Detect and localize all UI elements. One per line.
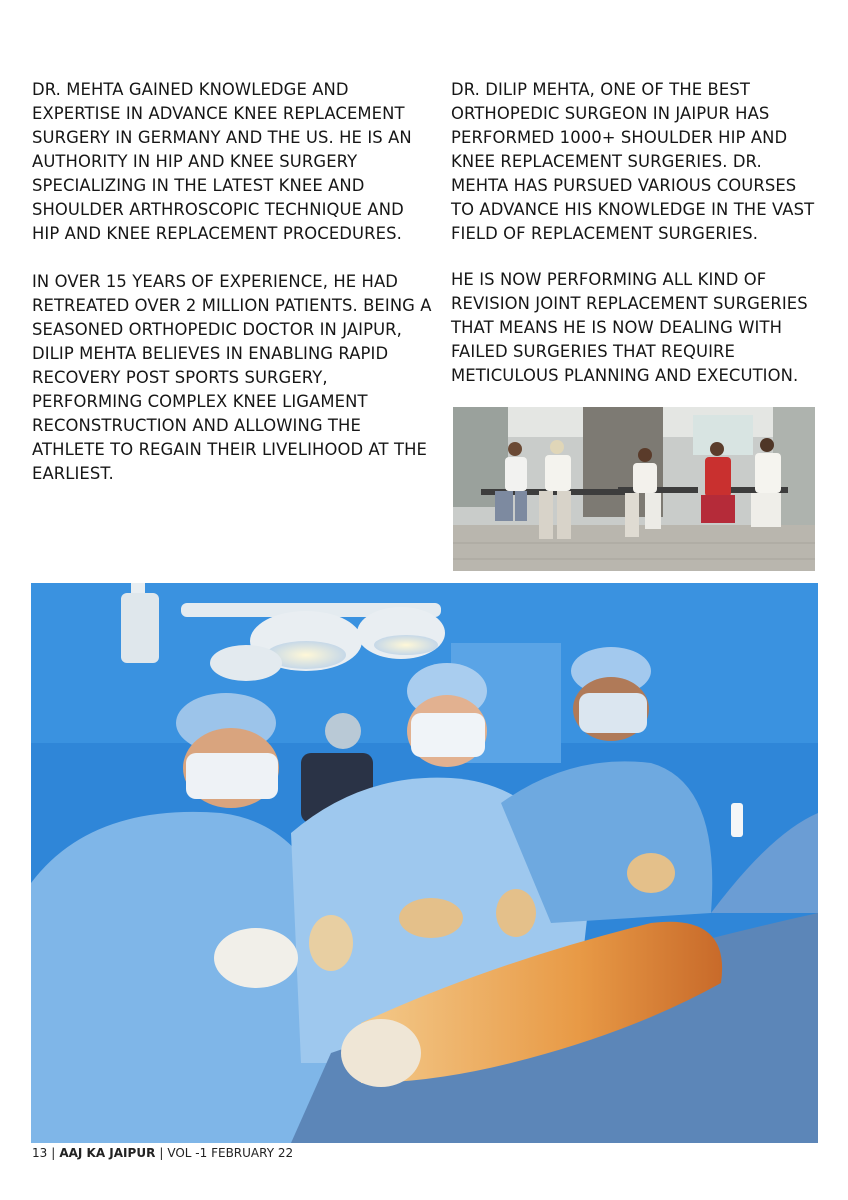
surgery-photo xyxy=(31,583,818,1143)
footer-divider: | xyxy=(159,1146,164,1160)
left-paragraph-1: DR. MEHTA GAINED KNOWLEDGE AND EXPERTISE IN ADVANCE KNEE REPLACEMENT SURGERY IN GERMANY AND THE US. HE IS AN AUTHORITY IN HIP AND KNEE SURGERY SPECIALIZING IN THE LATEST KNEE AND SHOULDER ARTHROSCOPIC TECHNIQUE AND HIP AND KNEE REPLACEMENT PROCEDURES. xyxy=(32,80,412,243)
right-paragraph-2: HE IS NOW PERFORMING ALL KIND OF REVISION JOINT REPLACEMENT SURGERIES THAT MEANS HE IS NOW DEALING WITH FAILED SURGERIES THAT REQUIRE METICULOUS PLANNING AND EXECUTION. xyxy=(451,270,808,385)
right-column xyxy=(451,78,823,388)
left-column xyxy=(32,78,432,486)
page-number: 13 xyxy=(32,1146,48,1160)
issue-info: VOL -1 FEBRUARY 22 xyxy=(167,1146,294,1160)
patients-photo xyxy=(453,407,815,571)
page-footer xyxy=(32,1145,293,1161)
magazine-name: AAJ KA JAIPUR xyxy=(59,1146,156,1160)
left-paragraph-2: IN OVER 15 YEARS OF EXPERIENCE, HE HAD RETREATED OVER 2 MILLION PATIENTS. BEING A SEASONED ORTHOPEDIC DOCTOR IN JAIPUR, DILIP MEHTA BELIEVES IN ENABLING RAPID RECOVERY POST SPORTS SURGERY, PERFORMING COMPLEX KNEE LIGAMENT RECONSTRUCTION AND ALLOWING THE ATHLETE TO REGAIN THEIR LIVELIHOOD AT THE EARLIEST. xyxy=(32,272,432,483)
right-paragraph-1: DR. DILIP MEHTA, ONE OF THE BEST ORTHOPEDIC SURGEON IN JAIPUR HAS PERFORMED 1000+ SHOULDER HIP AND KNEE REPLACEMENT SURGERIES. DR. MEHTA HAS PURSUED VARIOUS COURSES TO ADVANCE HIS KNOWLEDGE IN THE VAST FIELD OF REPLACEMENT SURGERIES. xyxy=(451,80,815,243)
footer-divider: | xyxy=(51,1146,56,1160)
